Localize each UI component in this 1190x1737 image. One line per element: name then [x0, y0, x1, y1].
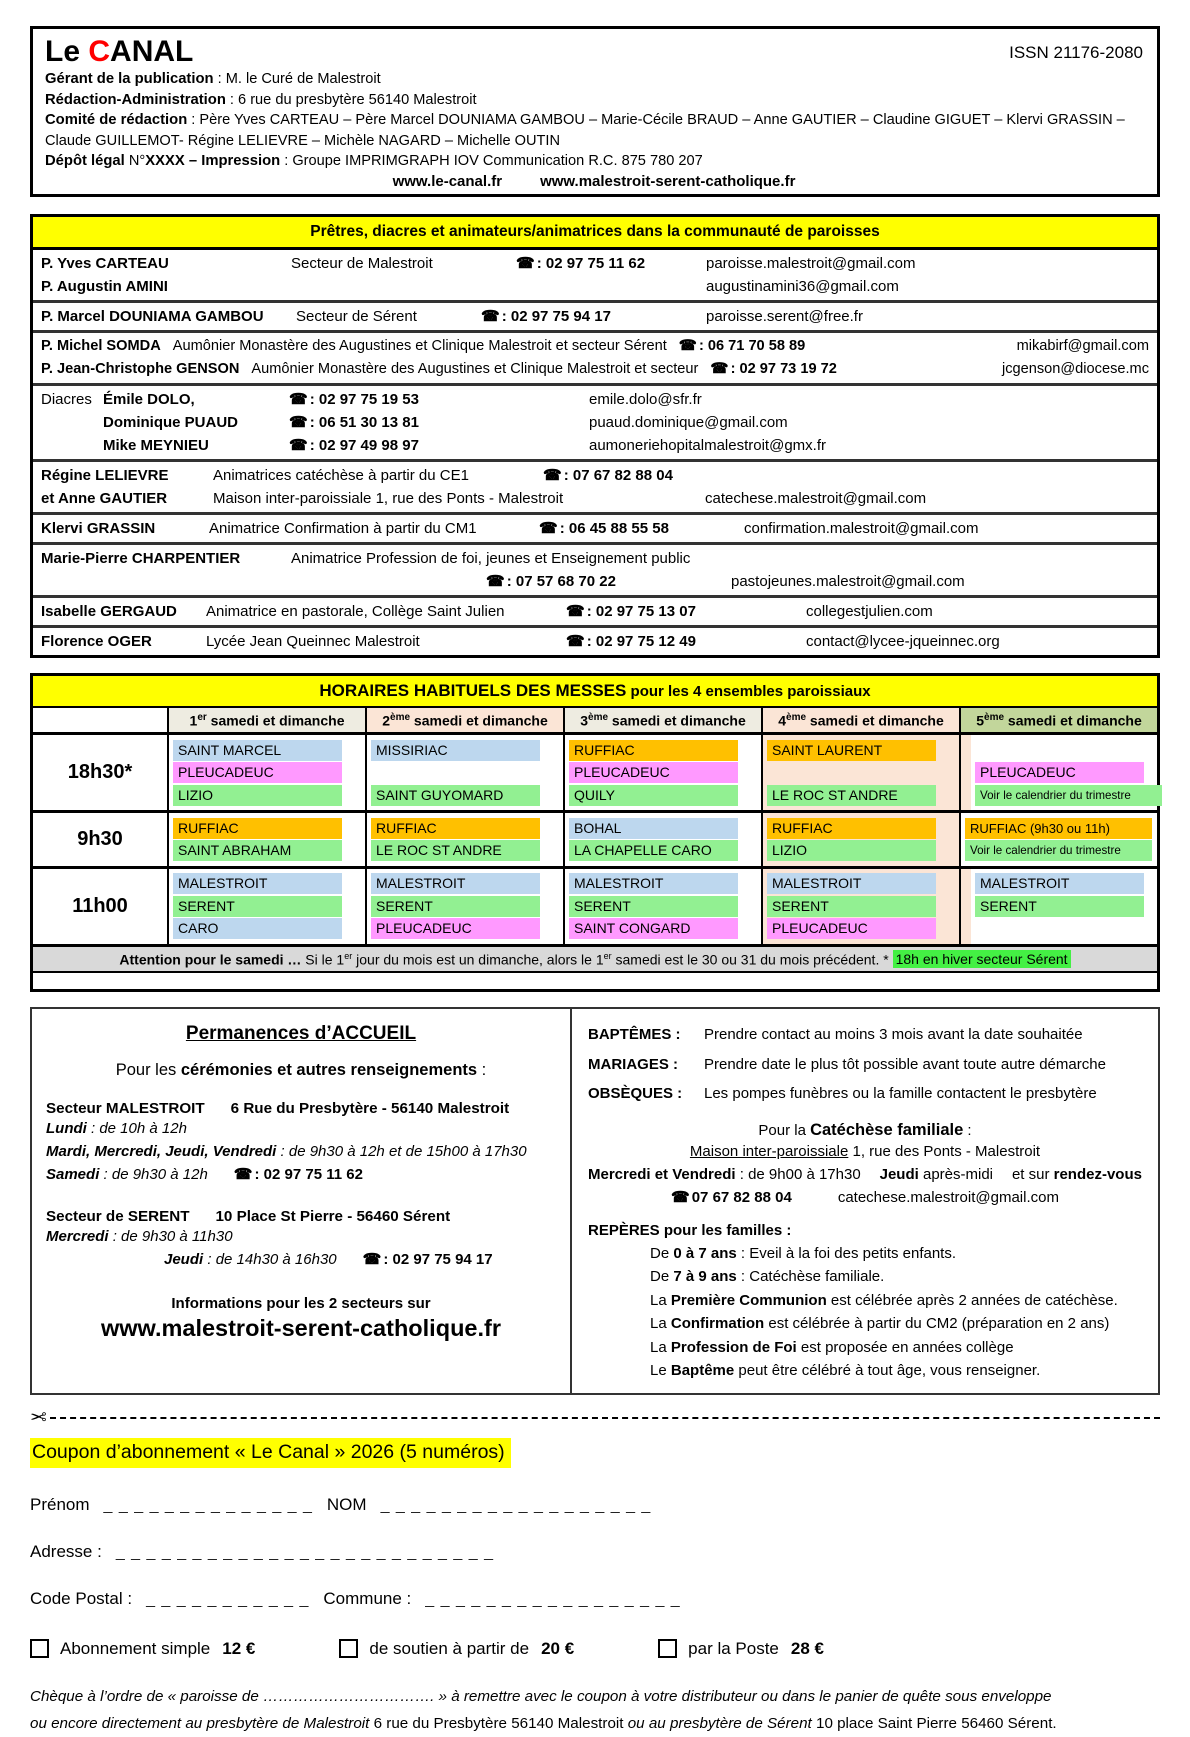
scissors-icon: ✂	[30, 1406, 47, 1429]
info-boxes	[30, 1007, 1160, 1395]
contact-email: augustinamini36@gmail.com	[706, 277, 899, 295]
repere-item: Le Baptême peut être célébré à tout âge, vous renseigner.	[650, 1362, 1041, 1380]
mass-cell	[563, 813, 761, 869]
address-line	[30, 1542, 1160, 1562]
contact-phone: ☎ : 02 97 75 13 07	[566, 602, 696, 620]
parish-entry: CARO	[173, 918, 342, 939]
postal-line	[30, 1589, 1160, 1609]
table-row	[33, 462, 1157, 515]
dashed-cut-line	[50, 1417, 1160, 1419]
phone-icon: ☎	[289, 436, 308, 454]
parish-entry: SERENT	[767, 896, 936, 917]
repere-item: La Profession de Foi est proposée en années collège	[650, 1338, 1014, 1356]
parish-entry: SERENT	[173, 896, 342, 917]
gerant-label: Gérant de la publication	[45, 71, 214, 87]
parish-entry: PLEUCADEUC	[975, 762, 1144, 783]
parish-entry: MALESTROIT	[767, 873, 936, 894]
masthead	[30, 26, 1160, 197]
contact-phone: ☎ : 02 97 73 19 72	[710, 360, 837, 377]
contact-phone: ☎ : 02 97 75 94 17	[481, 307, 611, 325]
comite-label: Comité de rédaction	[45, 112, 188, 128]
contact-role: Animatrice en pastorale, Collège Saint Julien	[206, 602, 505, 620]
phone-icon: ☎	[289, 390, 308, 408]
contact-email: catechese.malestroit@gmail.com	[705, 489, 927, 507]
repere-item: La Première Communion est célébrée après 2 années de catéchèse.	[650, 1291, 1118, 1309]
malestroit-hours-saturday: Samedi : de 9h30 à 12h ☎ : 02 97 75 11 62	[46, 1166, 363, 1184]
mass-header-col3: 3ème samedi et dimanche	[563, 708, 761, 736]
contact-email: emile.dolo@sfr.fr	[589, 390, 702, 408]
mass-header-corner	[33, 708, 167, 736]
catechese-intro: Pour la Catéchèse familiale :	[758, 1120, 972, 1139]
parish-entry: RUFFIAC	[173, 818, 342, 839]
repere-item: De 7 à 9 ans : Catéchèse familiale.	[650, 1268, 885, 1286]
mass-time-1100: 11h00	[33, 869, 167, 947]
phone-icon: ☎	[486, 572, 505, 590]
website-malestroit-serent: www.malestroit-serent-catholique.fr	[540, 172, 796, 190]
contact-name: Dominique PUAUD	[103, 413, 238, 431]
mass-cell	[167, 813, 365, 869]
redaction-label: Rédaction-Administration	[45, 91, 226, 108]
depot-no: N°	[128, 153, 146, 169]
serent-hours-wednesday: Mercredi : de 9h30 à 11h30	[46, 1228, 233, 1246]
parish-entry: BOHAL	[569, 818, 738, 839]
mass-header-col5: 5ème samedi et dimanche	[959, 708, 1157, 736]
table-row	[33, 250, 1157, 303]
contact-role: Lycée Jean Queinnec Malestroit	[206, 632, 420, 650]
saturday-note: Attention pour le samedi … Si le 1er jour du mois est un dimanche, alors le 1er samedi est le 30 ou 31 du mois précédent. * 18h en hiver secteur Sérent	[33, 947, 1157, 974]
table-row	[33, 515, 1157, 545]
checkbox-abonnement-simple[interactable]	[30, 1639, 49, 1658]
title-rest: ANAL	[110, 35, 194, 68]
contact-name: P. Yves CARTEAU	[41, 254, 169, 272]
phone-icon: ☎	[566, 602, 585, 620]
contact-name: et Anne GAUTIER	[41, 489, 168, 507]
depot-number: XXXX	[145, 153, 185, 169]
title-pre: Le	[45, 35, 89, 68]
mass-schedule-banner	[33, 676, 1157, 708]
catechese-email: catechese.malestroit@gmail.com	[837, 1188, 1059, 1206]
website-le-canal: www.le-canal.fr	[392, 172, 503, 190]
phone-icon: ☎	[566, 632, 585, 650]
mass-cell	[761, 813, 959, 869]
coupon-title: Coupon d’abonnement « Le Canal » 2026 (5 numéros)	[30, 1438, 511, 1468]
parish-entry: RUFFIAC	[569, 740, 738, 761]
parish-entry	[371, 762, 540, 783]
comite-text: : Père Yves CARTEAU – Père Marcel DOUNIAMA GAMBOU – Marie-Cécile BRAUD – Anne GAUTIER – Claudine GIGUET – Klervi GRASSIN – Claude GUILLEMOT- Régine LELIEVRE – Michèle NAGARD – Michelle OUTIN	[45, 112, 1125, 149]
phone-icon: ☎	[678, 337, 697, 354]
contact-email: confirmation.malestroit@gmail.com	[744, 519, 979, 537]
mass-time-0930: 9h30	[33, 813, 167, 869]
contact-name: P. Jean-Christophe GENSON	[41, 360, 240, 377]
contact-email: jcgenson@diocese.mc	[1001, 360, 1149, 377]
mass-cell	[761, 869, 959, 947]
contact-email: aumoneriehopitalmalestroit@gmx.fr	[589, 436, 826, 454]
mass-cell	[167, 735, 365, 813]
contact-name: Florence OGER	[41, 632, 152, 650]
contact-name: Klervi GRASSIN	[41, 519, 156, 537]
contact-name: Mike MEYNIEU	[103, 436, 209, 454]
repere-item: De 0 à 7 ans : Eveil à la foi des petits enfants.	[650, 1244, 957, 1262]
depot-label: Dépôt légal	[45, 153, 129, 169]
prenom-label: Prénom	[30, 1494, 90, 1514]
contact-name: Régine LELIEVRE	[41, 466, 169, 484]
mass-cell	[563, 735, 761, 813]
contact-phone: ☎ : 02 97 75 12 49	[566, 632, 696, 650]
payment-note: Chèque à l’ordre de « paroisse de ……………………………. » à remettre avec le coupon à votre distributeur ou dans le panier de quête sous enveloppe ou encore directement au presbytère de Malestroit 6 rue du Presbytère 56140 Malestroit ou au presbytère de Sérent 10 place Saint Pierre 56460 Sérent.	[30, 1687, 1057, 1732]
phone-icon: ☎	[539, 519, 558, 537]
websites-line	[45, 173, 1143, 190]
mass-cell	[365, 735, 563, 813]
table-row	[33, 333, 1157, 386]
catechese-days: Mercredi et Vendredi : de 9h00 à 17h30 Jeudi après-midi et sur rendez-vous	[588, 1165, 1142, 1183]
checkbox-poste[interactable]	[658, 1639, 677, 1658]
nom-blank: _ _ _ _ _ _ _ _ _ _ _ _ _ _ _ _ _ _	[380, 1496, 652, 1514]
mass-cell	[959, 869, 1157, 947]
contact-email: puaud.dominique@gmail.com	[589, 413, 788, 431]
parish-entry	[767, 762, 936, 783]
accueil-subtitle: Pour les cérémonies et autres renseignements :	[115, 1061, 487, 1080]
code-postal-blank: _ _ _ _ _ _ _ _ _ _ _	[146, 1590, 310, 1608]
contact-email: pastojeunes.malestroit@gmail.com	[731, 572, 965, 590]
catechese-address: Maison inter-paroissiale 1, rue des Ponts - Malestroit	[689, 1142, 1041, 1160]
option-poste: par la Poste 28 €	[658, 1639, 824, 1659]
parish-entry: LIZIO	[173, 785, 342, 806]
depot-sep: –	[184, 153, 202, 169]
mass-cell	[563, 869, 761, 947]
parish-entry: SAINT CONGARD	[569, 918, 738, 939]
adresse-blank: _ _ _ _ _ _ _ _ _ _ _ _ _ _ _ _ _ _ _ _ _ _ _ _ _	[115, 1543, 494, 1561]
parish-entry: MISSIRIAC	[371, 740, 540, 761]
mass-header-col2: 2ème samedi et dimanche	[365, 708, 563, 736]
parish-entry: RUFFIAC (9h30 ou 11h)	[965, 818, 1152, 839]
table-row	[33, 386, 1157, 462]
mass-banner-strong: HORAIRES HABITUELS DES MESSES	[319, 680, 627, 700]
parish-entry: SERENT	[569, 896, 738, 917]
table-row	[33, 303, 1157, 333]
option-soutien: de soutien à partir de 20 €	[339, 1639, 574, 1659]
malestroit-phone: ☎ : 02 97 75 11 62	[233, 1166, 363, 1184]
redaction-line	[45, 90, 1143, 111]
contact-email: mikabirf@gmail.com	[1016, 337, 1149, 354]
malestroit-sector-heading: Secteur MALESTROIT 6 Rue du Presbytère - 56140 Malestroit	[46, 1100, 510, 1118]
repere-item: La Confirmation est célébrée à partir du CM2 (préparation en 2 ans)	[650, 1315, 1110, 1333]
phone-icon: ☎	[481, 307, 500, 325]
contacts-table	[30, 214, 1160, 658]
table-row	[33, 628, 1157, 655]
code-postal-label: Code Postal :	[30, 1588, 133, 1608]
malestroit-hours-monday: Lundi : de 10h à 12h	[46, 1120, 187, 1138]
mass-cell	[761, 735, 959, 813]
phone-icon: ☎	[516, 254, 535, 272]
contact-email: paroisse.serent@free.fr	[706, 307, 863, 325]
phone-icon: ☎	[289, 413, 308, 431]
parish-entry: SERENT	[371, 896, 540, 917]
parish-entry	[975, 740, 1144, 761]
cut-line	[30, 1408, 1160, 1428]
prenom-blank: _ _ _ _ _ _ _ _ _ _ _ _ _ _	[103, 1496, 313, 1514]
serent-hours-thursday: Jeudi : de 14h30 à 16h30 ☎ : 02 97 75 94 17	[164, 1251, 493, 1269]
subscription-options	[30, 1639, 1160, 1659]
contact-phone: ☎ : 07 67 82 88 04	[543, 466, 673, 484]
catechese-contact: ☎ 07 67 82 88 04 catechese.malestroit@gmail.com	[588, 1186, 1142, 1209]
contact-role: Secteur de Sérent	[296, 307, 417, 325]
impression-label: Impression	[201, 153, 281, 169]
parish-entry: SAINT GUYOMARD	[371, 785, 540, 806]
sacrement-baptemes: BAPTÊMES : Prendre contact au moins 3 mois avant la date souhaitée	[588, 1026, 1083, 1044]
contact-name: Marie-Pierre CHARPENTIER	[41, 549, 241, 567]
contact-name: P. Augustin AMINI	[41, 277, 168, 295]
contact-role: Maison inter-paroissiale 1, rue des Ponts - Malestroit	[213, 489, 564, 507]
accueil-title: Permanences d’ACCUEIL	[185, 1023, 417, 1045]
option-simple: Abonnement simple 12 €	[30, 1639, 255, 1659]
accueil-box	[32, 1009, 572, 1393]
name-line	[30, 1495, 1160, 1515]
contact-role: Aumônier Monastère des Augustines et Clinique Malestroit et secteur Sérent	[172, 337, 667, 354]
contact-phone: ☎ : 06 71 70 58 89	[678, 337, 806, 354]
contact-phone: ☎ : 02 97 49 98 97	[289, 436, 419, 454]
phone-icon: ☎	[710, 360, 729, 377]
mass-schedule-table	[30, 673, 1160, 993]
contact-role: Aumônier Monastère des Augustines et Clinique Malestroit et secteur	[251, 360, 699, 377]
adresse-label: Adresse :	[30, 1541, 102, 1561]
contact-phone: ☎ : 02 97 75 11 62	[516, 254, 646, 272]
parish-entry: MALESTROIT	[975, 873, 1144, 894]
parish-entry: Voir le calendrier du trimestre	[965, 840, 1152, 861]
contact-name: P. Marcel DOUNIAMA GAMBOU	[41, 307, 264, 325]
impression-text: : Groupe IMPRIMGRAPH IOV Communication R.C. 875 780 207	[280, 153, 703, 169]
contact-phone: ☎ : 06 51 30 13 81	[289, 413, 419, 431]
parish-entry: PLEUCADEUC	[173, 762, 342, 783]
contact-name: Isabelle GERGAUD	[41, 602, 177, 620]
malestroit-hours-week: Mardi, Mercredi, Jeudi, Vendredi : de 9h30 à 12h et de 15h00 à 17h30	[46, 1143, 527, 1161]
parish-entry: SAINT LAURENT	[767, 740, 936, 761]
page-title	[45, 35, 193, 69]
serent-sector-heading: Secteur de SERENT 10 Place St Pierre - 56460 Sérent	[46, 1208, 451, 1226]
info-line: Informations pour les 2 secteurs sur	[171, 1295, 431, 1313]
website-url: www.malestroit-serent-catholique.fr	[100, 1315, 501, 1342]
phone-icon: ☎	[233, 1166, 253, 1184]
sacrement-obseques: OBSÈQUES : Les pompes funèbres ou la famille contactent le presbytère	[588, 1085, 1097, 1103]
mass-cell	[959, 813, 1157, 869]
contact-role: Secteur de Malestroit	[291, 254, 433, 272]
mass-time-1830: 18h30*	[33, 735, 167, 813]
pastorale-box	[572, 1009, 1158, 1393]
contact-email: paroisse.malestroit@gmail.com	[706, 254, 916, 272]
gerant-text: : M. le Curé de Malestroit	[213, 71, 381, 87]
commune-blank: _ _ _ _ _ _ _ _ _ _ _ _ _ _ _ _ _	[425, 1590, 681, 1608]
serent-phone: ☎ : 02 97 75 94 17	[362, 1251, 493, 1269]
contact-email: contact@lycee-jqueinnec.org	[806, 632, 1000, 650]
gerant-line	[45, 69, 1143, 90]
redaction-text: : 6 rue du presbytère 56140 Malestroit	[225, 91, 477, 108]
parish-entry: RUFFIAC	[371, 818, 540, 839]
parish-entry: SAINT MARCEL	[173, 740, 342, 761]
phone-icon: ☎	[543, 466, 562, 484]
mass-header-col1: 1er samedi et dimanche	[167, 708, 365, 736]
mass-banner-rest: pour les 4 ensembles paroissiaux	[626, 682, 871, 700]
parish-entry: PLEUCADEUC	[767, 918, 936, 939]
table-row	[33, 545, 1157, 598]
mass-header-col4: 4ème samedi et dimanche	[761, 708, 959, 736]
parish-entry: MALESTROIT	[569, 873, 738, 894]
mass-cell	[167, 869, 365, 947]
mass-cell	[959, 735, 1157, 813]
parish-entry: QUILY	[569, 785, 738, 806]
phone-icon: ☎	[362, 1251, 382, 1269]
checkbox-soutien[interactable]	[339, 1639, 358, 1658]
contact-phone: ☎ : 07 57 68 70 22	[486, 572, 616, 590]
contact-email: collegestjulien.com	[806, 602, 933, 620]
parish-entry: Voir le calendrier du trimestre	[975, 785, 1162, 806]
depot-line	[45, 151, 1143, 172]
sacrement-mariages: MARIAGES : Prendre date le plus tôt possible avant toute autre démarche	[588, 1055, 1106, 1073]
mass-cell	[365, 813, 563, 869]
contact-phone: ☎ : 02 97 75 19 53	[289, 390, 419, 408]
empty-row	[33, 973, 1157, 989]
parish-entry: LE ROC ST ANDRE	[767, 785, 936, 806]
parish-entry: LE ROC ST ANDRE	[371, 840, 540, 861]
parish-entry: PLEUCADEUC	[569, 762, 738, 783]
nom-label: NOM	[326, 1494, 367, 1514]
deacons-label: Diacres	[41, 390, 92, 408]
title-accent: C	[88, 35, 111, 68]
contact-name: P. Michel SOMDA	[41, 337, 161, 354]
table-row	[33, 598, 1157, 628]
parish-entry: LIZIO	[767, 840, 936, 861]
parish-entry: SAINT ABRAHAM	[173, 840, 342, 861]
reperes-title: REPÈRES pour les familles :	[588, 1221, 792, 1239]
parish-entry: SERENT	[975, 896, 1144, 917]
phone-icon: ☎	[671, 1188, 690, 1206]
winter-note-highlight: 18h en hiver secteur Sérent	[893, 950, 1071, 968]
comite-line	[45, 110, 1143, 151]
contact-name: Émile DOLO,	[103, 390, 195, 408]
commune-label: Commune :	[323, 1588, 412, 1608]
contact-role: Animatrice Confirmation à partir du CM1	[209, 519, 477, 537]
issn-number: ISSN 21176-2080	[1009, 43, 1143, 62]
parish-entry: MALESTROIT	[371, 873, 540, 894]
contact-role: Animatrice Profession de foi, jeunes et Enseignement public	[291, 549, 691, 567]
contact-role: Animatrices catéchèse à partir du CE1	[213, 466, 469, 484]
contacts-banner: Prêtres, diacres et animateurs/animatrices dans la communauté de paroisses	[33, 217, 1157, 250]
mass-cell	[365, 869, 563, 947]
parish-entry: PLEUCADEUC	[371, 918, 540, 939]
parish-entry: RUFFIAC	[767, 818, 936, 839]
contact-phone: ☎ : 06 45 88 55 58	[539, 519, 669, 537]
parish-entry: MALESTROIT	[173, 873, 342, 894]
parish-entry: LA CHAPELLE CARO	[569, 840, 738, 861]
